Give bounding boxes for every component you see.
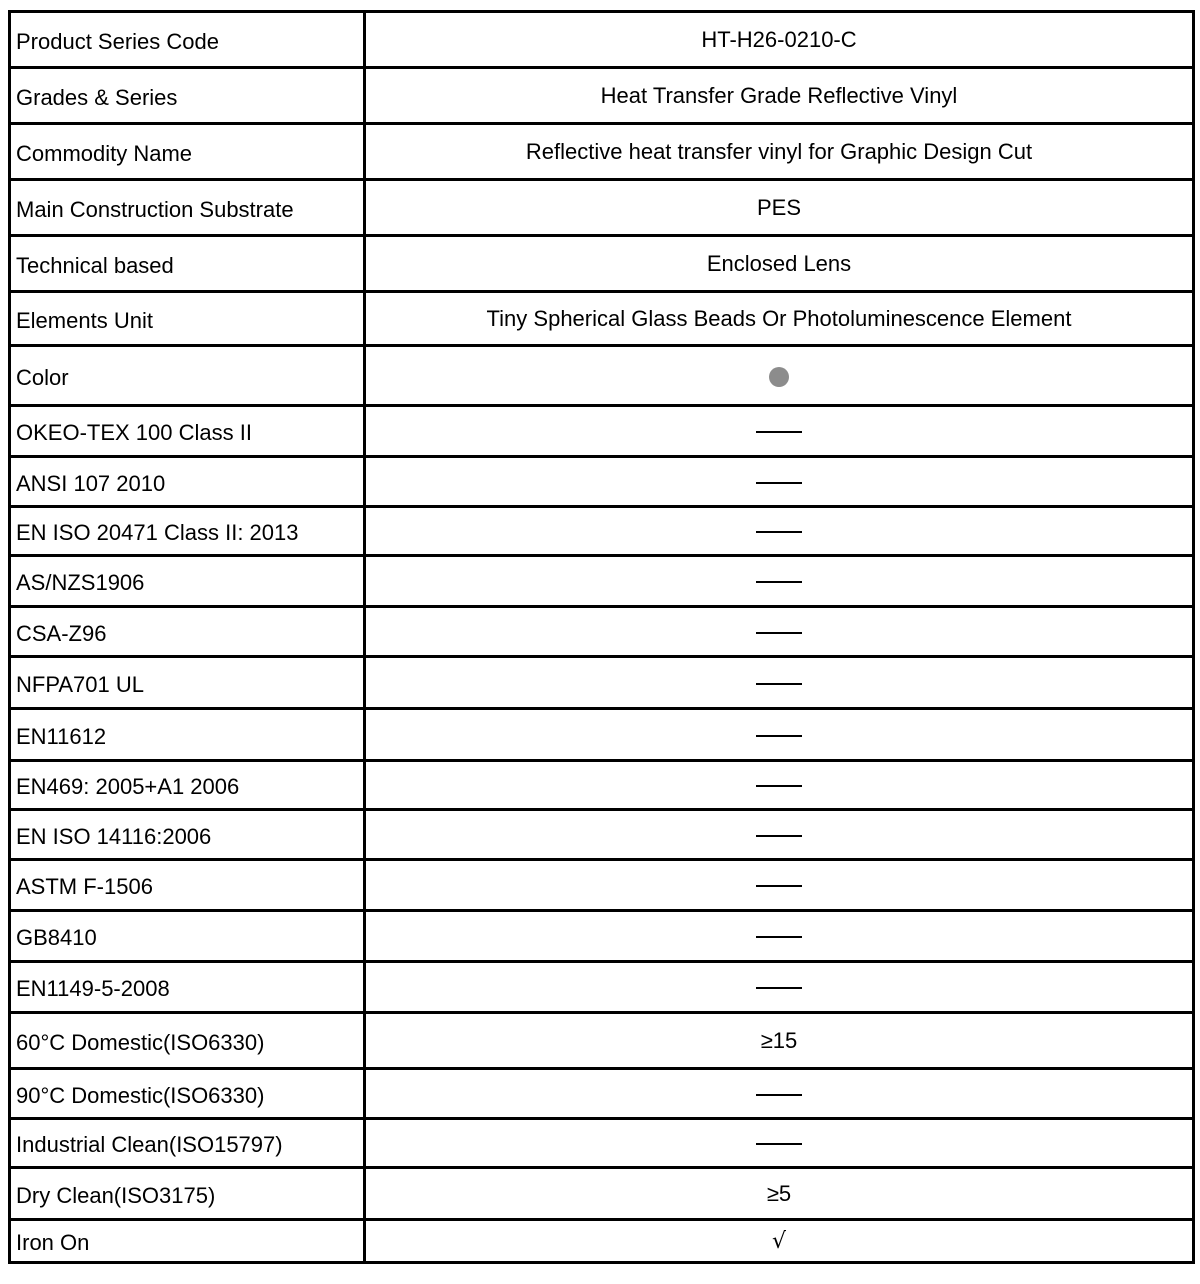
spec-label: ASTM F-1506 [10,860,365,911]
not-applicable-dash-icon [756,785,802,787]
spec-row [10,12,1194,68]
spec-table [8,10,1195,1264]
spec-label: CSA-Z96 [10,607,365,657]
spec-label: Dry Clean(ISO3175) [10,1168,365,1220]
spec-row [10,911,1194,962]
not-applicable-dash-icon [756,1143,802,1145]
spec-value-cell [365,607,1194,657]
spec-value-cell [365,860,1194,911]
checkmark-value: √ [771,1228,787,1254]
not-applicable-dash-icon [756,885,802,887]
not-applicable-dash-icon [756,936,802,938]
spec-label: Grades & Series [10,68,365,124]
spec-row [10,1013,1194,1069]
spec-row [10,346,1194,406]
spec-label: Commodity Name [10,124,365,180]
not-applicable-dash-icon [756,735,802,737]
spec-label: EN ISO 14116:2006 [10,810,365,860]
spec-value-cell [365,962,1194,1013]
spec-value: Enclosed Lens [706,250,852,276]
spec-row [10,292,1194,346]
spec-value: Reflective heat transfer vinyl for Graphic Design Cut [525,138,1033,164]
spec-row [10,761,1194,810]
spec-value: HT-H26-0210-C [701,26,857,52]
spec-row [10,1168,1194,1220]
spec-label: 90°C Domestic(ISO6330) [10,1069,365,1119]
spec-value-cell [365,556,1194,607]
spec-label: ANSI 107 2010 [10,457,365,507]
spec-value-cell [365,346,1194,406]
not-applicable-dash-icon [756,581,802,583]
not-applicable-dash-icon [756,835,802,837]
spec-value-cell [365,709,1194,761]
spec-row [10,124,1194,180]
not-applicable-dash-icon [756,683,802,685]
not-applicable-dash-icon [756,431,802,433]
not-applicable-dash-icon [756,987,802,989]
spec-label: 60°C Domestic(ISO6330) [10,1013,365,1069]
spec-label: AS/NZS1906 [10,556,365,607]
spec-value-cell [365,457,1194,507]
spec-row [10,556,1194,607]
spec-value-cell [365,68,1194,124]
spec-row [10,1069,1194,1119]
spec-value-cell [365,292,1194,346]
color-swatch-icon [769,367,789,387]
spec-value-cell [365,12,1194,68]
spec-label: EN469: 2005+A1 2006 [10,761,365,810]
spec-row [10,236,1194,292]
spec-label: OKEO-TEX 100 Class II [10,406,365,457]
spec-value-cell [365,911,1194,962]
spec-value-cell [365,236,1194,292]
spec-label: Product Series Code [10,12,365,68]
spec-value: ≥15 [760,1027,798,1053]
not-applicable-dash-icon [756,482,802,484]
spec-label: Technical based [10,236,365,292]
spec-value: PES [756,194,802,220]
spec-label: GB8410 [10,911,365,962]
spec-label: EN1149-5-2008 [10,962,365,1013]
spec-value-cell [365,406,1194,457]
spec-label: EN11612 [10,709,365,761]
not-applicable-dash-icon [756,632,802,634]
spec-value: Heat Transfer Grade Reflective Vinyl [600,82,958,108]
spec-row [10,457,1194,507]
spec-label: Iron On [10,1220,365,1263]
spec-value-cell [365,810,1194,860]
spec-label: Industrial Clean(ISO15797) [10,1119,365,1168]
spec-value: Tiny Spherical Glass Beads Or Photoluminescence Element [486,305,1072,331]
spec-row [10,709,1194,761]
spec-row [10,607,1194,657]
spec-value-cell [365,657,1194,709]
spec-value: ≥5 [766,1180,792,1206]
spec-row [10,68,1194,124]
spec-table-body [10,12,1194,1263]
spec-row [10,1119,1194,1168]
spec-row [10,860,1194,911]
spec-label: Main Construction Substrate [10,180,365,236]
spec-value-cell [365,1013,1194,1069]
spec-row [10,180,1194,236]
spec-value-cell [365,761,1194,810]
spec-value-cell [365,180,1194,236]
spec-value-cell [365,124,1194,180]
spec-value-cell [365,1220,1194,1263]
spec-row [10,406,1194,457]
not-applicable-dash-icon [756,531,802,533]
spec-row [10,507,1194,556]
spec-value-cell [365,1119,1194,1168]
spec-row [10,962,1194,1013]
not-applicable-dash-icon [756,1094,802,1096]
spec-label: NFPA701 UL [10,657,365,709]
spec-value-cell [365,507,1194,556]
spec-row [10,657,1194,709]
spec-label: Color [10,346,365,406]
spec-value-cell [365,1069,1194,1119]
spec-label: EN ISO 20471 Class II: 2013 [10,507,365,556]
spec-row [10,810,1194,860]
spec-row [10,1220,1194,1263]
spec-value-cell [365,1168,1194,1220]
spec-label: Elements Unit [10,292,365,346]
